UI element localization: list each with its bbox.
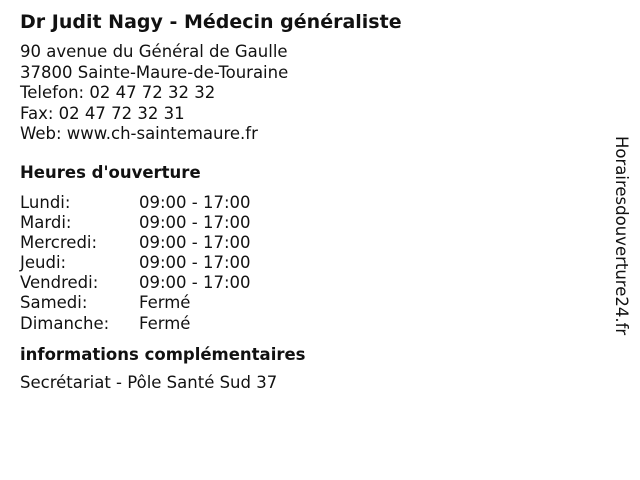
site-watermark: Horairesdouverture24.fr [612,136,631,336]
page-title: Dr Judit Nagy - Médecin généraliste [20,11,402,33]
website: Web: www.ch-saintemaure.fr [20,124,258,143]
address-street: 90 avenue du Général de Gaulle [20,42,288,61]
additional-info-text: Secrétariat - Pôle Santé Sud 37 [20,372,278,392]
day-label: Vendredi: [20,273,99,293]
time-value: 09:00 - 17:00 [139,232,251,252]
hours-row-monday [20,193,600,213]
time-value: 09:00 - 17:00 [139,253,251,273]
hours-row-sunday [20,314,600,334]
doctor-listing [20,9,600,393]
time-value: Fermé [139,293,191,313]
day-label: Mercredi: [20,232,98,252]
day-label: Jeudi: [20,253,67,273]
fax-number: Fax: 02 47 72 32 31 [20,103,185,123]
day-label: Mardi: [20,212,72,232]
time-value: 09:00 - 17:00 [139,192,251,212]
hours-row-saturday [20,293,600,313]
time-value: 09:00 - 17:00 [139,212,251,232]
hours-row-friday [20,273,600,293]
day-label: Dimanche: [20,313,110,333]
additional-info-heading: informations complémentaires [20,344,306,364]
time-value: Fermé [139,313,191,333]
hours-row-thursday [20,253,600,273]
opening-hours-list [20,193,600,334]
opening-hours-heading: Heures d'ouverture [20,162,201,182]
day-label: Lundi: [20,192,71,212]
time-value: 09:00 - 17:00 [139,273,251,293]
hours-row-tuesday [20,213,600,233]
address-city: 37800 Sainte-Maure-de-Touraine [20,62,289,82]
hours-row-wednesday [20,233,600,253]
phone-number: Telefon: 02 47 72 32 32 [20,83,216,102]
day-label: Samedi: [20,293,88,313]
